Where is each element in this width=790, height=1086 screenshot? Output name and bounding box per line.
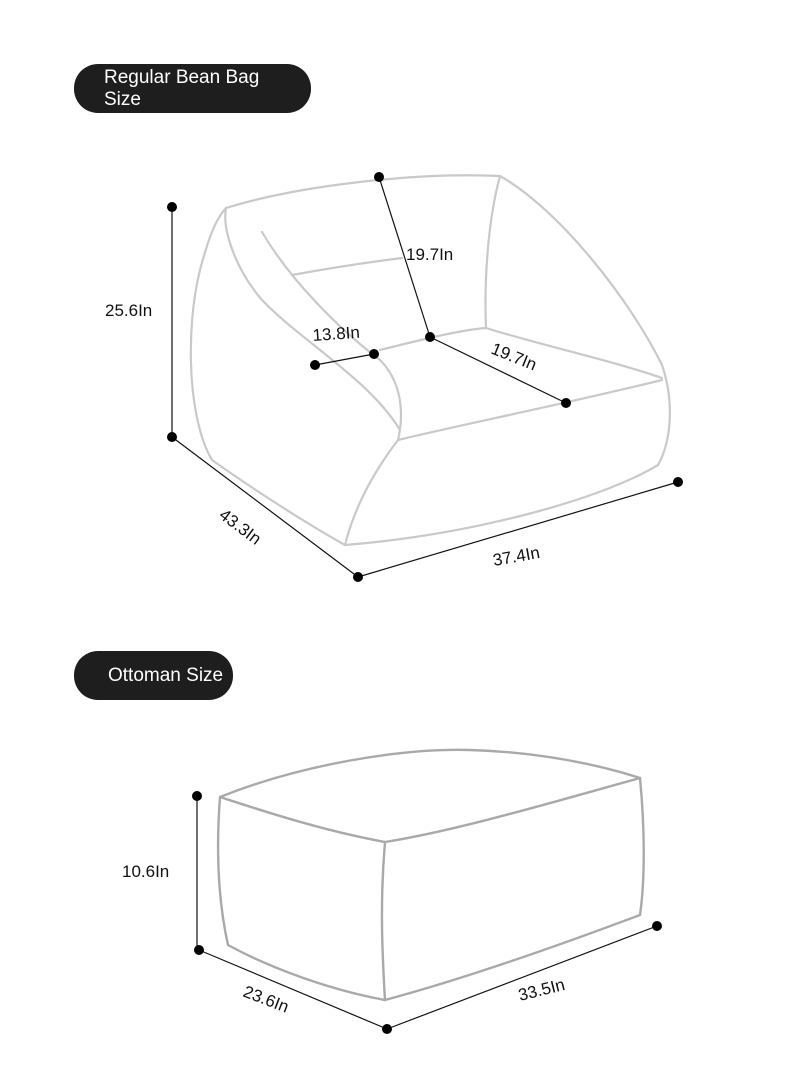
ottoman-illustration <box>218 750 644 1000</box>
dimension-dot <box>310 360 320 370</box>
chair-arm-width-label: 13.8In <box>311 322 361 345</box>
ottoman-width-label: 33.5In <box>516 975 567 1005</box>
ottoman-size-heading-label: Ottoman Size <box>108 665 224 686</box>
chair-side-depth-label: 43.3In <box>215 505 265 549</box>
ottoman-height-label: 10.6In <box>122 862 170 881</box>
chair-dimension-labels <box>105 245 541 570</box>
dimension-dot <box>167 432 177 442</box>
regular-size-heading-line2: Size <box>104 89 141 110</box>
chair-right-back-edge <box>486 176 500 328</box>
chair-seat-front-edge <box>398 380 662 440</box>
chair-front-width-label: 37.4In <box>491 543 542 570</box>
regular-size-heading-line1: Regular Bean Bag <box>104 67 260 88</box>
ottoman-top-outline <box>220 750 640 842</box>
chair-backrest-line <box>292 258 402 275</box>
ottoman-right-face <box>385 778 644 1000</box>
dimension-dot <box>652 921 662 931</box>
dimension-dot <box>425 332 435 342</box>
chair-height-label: 25.6In <box>105 301 153 320</box>
ottoman-depth-line <box>199 950 387 1029</box>
ottoman-depth-label: 23.6In <box>240 981 292 1017</box>
dimension-dot <box>561 398 571 408</box>
dimension-dot <box>194 945 204 955</box>
dimension-dot <box>353 572 363 582</box>
dimension-dot <box>374 172 384 182</box>
ottoman-width-line <box>387 926 657 1029</box>
chair-side-depth-line <box>172 437 358 577</box>
dimension-dot <box>382 1024 392 1034</box>
bean-bag-chair-illustration <box>191 175 670 545</box>
dimension-dot <box>673 477 683 487</box>
chair-outer-outline <box>191 175 670 545</box>
ottoman-dimension-labels <box>122 862 567 1017</box>
ottoman-left-face <box>218 797 385 1000</box>
dimension-dot <box>369 349 379 359</box>
ottoman-front-edge <box>382 842 385 1000</box>
chair-front-left-edge <box>345 440 398 545</box>
dimension-dot <box>167 202 177 212</box>
dimension-dot <box>192 791 202 801</box>
chair-back-top-edge <box>225 208 400 430</box>
chair-arm-width-line <box>315 354 374 365</box>
chair-seat-depth-label: 19.7In <box>488 339 540 375</box>
chair-back-depth-label: 19.7In <box>406 245 454 264</box>
